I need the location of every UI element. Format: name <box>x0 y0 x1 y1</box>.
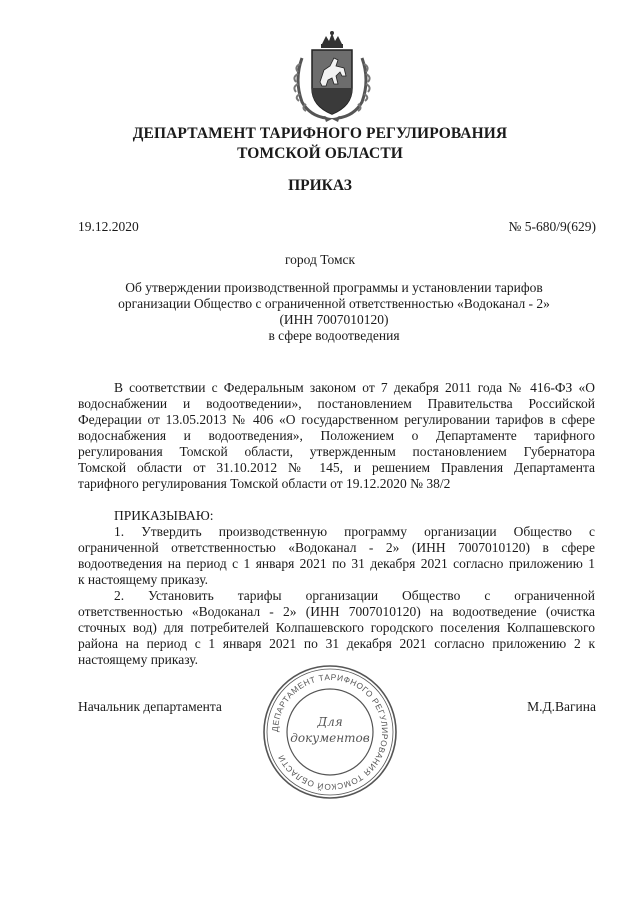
order-item-1 <box>78 524 595 588</box>
stamp-center-line1: Для <box>317 715 343 729</box>
department-name-line2: ТОМСКОЙ ОБЛАСТИ <box>237 145 403 162</box>
paragraph-line: к настоящему приказу. <box>78 572 208 587</box>
paragraph-line: сточных вод) для потребителей Колпашевского городского поселения Колпашевского <box>78 620 595 635</box>
legal-basis-paragraph <box>78 380 595 492</box>
subject-line: (ИНН 7007010120) <box>279 312 389 327</box>
order-item-2 <box>78 588 595 668</box>
order-city: город Томск <box>284 252 356 267</box>
stamp-ring-text: ДЕПАРТАМЕНТ ТАРИФНОГО РЕГУЛИРОВАНИЯ ТОМСКОЙ ОБЛАСТИ <box>269 671 391 793</box>
stamp-center-line2: документов <box>290 731 370 745</box>
paragraph-line: 2. Установить тарифы организации Общество с ограниченной <box>114 588 595 603</box>
order-date: 19.12.2020 <box>78 219 139 234</box>
paragraph-line: тарифного регулирования Томской области от 19.12.2020 № 38/2 <box>78 476 451 491</box>
document-type-title: ПРИКАЗ <box>288 177 352 194</box>
official-stamp <box>262 664 398 800</box>
paragraph-line: Томской области от 31.10.2012 № 145, и решением Правления Департамента <box>78 460 595 475</box>
paragraph-line: района на период с 1 января 2021 по 31 декабря 2021 согласно приложению 2 к <box>78 636 595 651</box>
paragraph-line: 1. Утвердить производственную программу организации Общество с <box>114 524 595 539</box>
paragraph-line: настоящему приказу. <box>78 652 199 667</box>
paragraph-line: ограниченной ответственностью «Водоканал - 2» (ИНН 7007010120) в сфере <box>78 540 595 555</box>
paragraph-line: водоснабжения и водоотведения», Положением о Департаменте тарифного <box>78 428 595 443</box>
subject-line: в сфере водоотведения <box>268 328 400 343</box>
order-subject <box>60 280 608 344</box>
order-directive-word: ПРИКАЗЫВАЮ: <box>114 508 214 523</box>
paragraph-line: Федерации от 13.05.2013 № 406 «О государственном регулировании тарифов в сфере <box>78 412 595 427</box>
subject-line: организации Общество с ограниченной ответственностью «Водоканал - 2» <box>118 296 550 311</box>
tomsk-coat-of-arms-emblem <box>286 30 378 124</box>
department-name <box>40 124 600 164</box>
order-number: № 5-680/9(629) <box>508 219 596 234</box>
paragraph-line: регулирования Томской области, утвержденным постановлением Губернатора <box>78 444 595 459</box>
paragraph-line: водоснабжении и водоотведении», постановлением Правительства Российской <box>78 396 595 411</box>
signatory-name: М.Д.Вагина <box>527 699 596 714</box>
paragraph-line: ответственностью «Водоканал - 2» (ИНН 7007010120) на водоотведение (очистка <box>78 604 595 619</box>
department-name-line1: ДЕПАРТАМЕНТ ТАРИФНОГО РЕГУЛИРОВАНИЯ <box>132 125 508 142</box>
signatory-position: Начальник департамента <box>78 699 222 714</box>
paragraph-line: В соответствии с Федеральным законом от 7 декабря 2011 года № 416-ФЗ «О <box>114 380 595 395</box>
subject-line: Об утверждении производственной программы и установлении тарифов <box>125 280 543 295</box>
paragraph-line: водоотведения на период с 1 января 2021 по 31 декабря 2021 согласно приложению 1 <box>78 556 595 571</box>
